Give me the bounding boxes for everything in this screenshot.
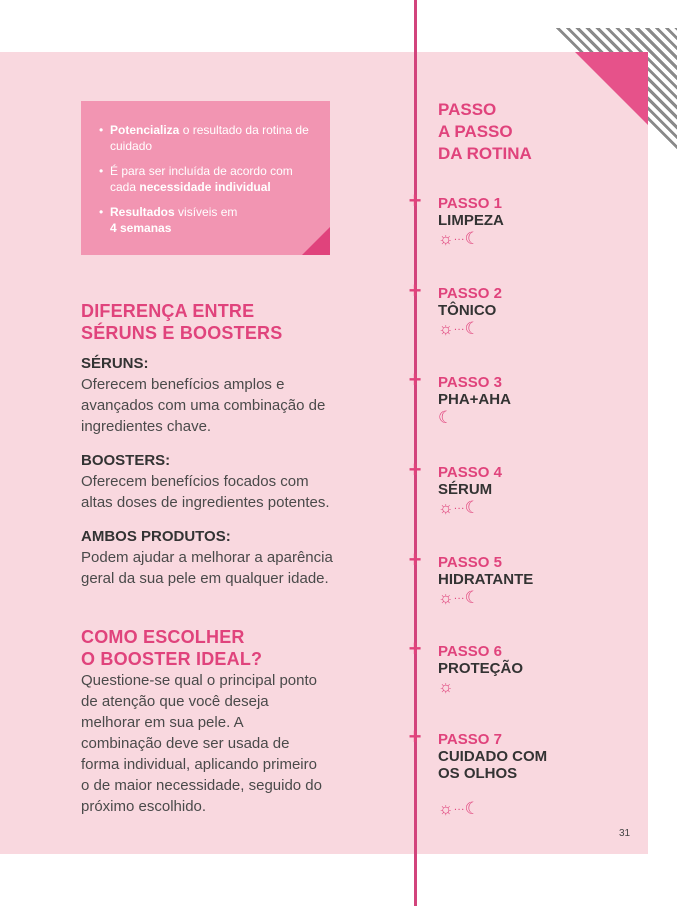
step-name: PHA+AHA (438, 391, 511, 408)
moon-icon: ☾ (464, 229, 480, 248)
info-bullet-1 (99, 122, 309, 154)
bullet-icon: • (99, 123, 104, 137)
step-name: HIDRATANTE (438, 571, 534, 588)
dots-icon: ··· (453, 233, 465, 246)
routine-title-line-1: PASSO (438, 100, 497, 119)
sun-icon: ☼ (438, 319, 454, 338)
moon-icon: ☾ (464, 799, 480, 818)
plus-icon: + (408, 636, 422, 661)
info-box (81, 101, 330, 255)
plus-icon: + (408, 367, 422, 392)
page-number: 31 (619, 828, 631, 839)
routine-title-line-2: A PASSO (438, 122, 513, 141)
step-name: LIMPEZA (438, 212, 504, 229)
sun-icon: ☼ (438, 588, 454, 607)
sun-icon: ☼ (438, 677, 454, 696)
difference-title-line-2: SÉRUNS E BOOSTERS (81, 323, 283, 343)
moon-icon: ☾ (464, 588, 480, 607)
timeline-vertical-line (414, 0, 417, 906)
plus-icon: + (408, 188, 422, 213)
moon-icon: ☾ (438, 408, 454, 427)
step-number: PASSO 4 (438, 464, 502, 481)
both-label: AMBOS PRODUTOS: (81, 528, 231, 545)
choose-text: Questione-se qual o principal ponto de atenção que você deseja melhorar em sua pele. A combinação deve ser usada de forma individual, aplicando primeiro o de maior necessidade, seguido do próximo escolhido. (81, 672, 322, 815)
step-number: PASSO 3 (438, 374, 502, 391)
step-number: PASSO 7 (438, 731, 502, 748)
sun-icon: ☼ (438, 229, 454, 248)
step-number: PASSO 1 (438, 195, 502, 212)
difference-title-line-1: DIFERENÇA ENTRE (81, 301, 255, 321)
both-text: Podem ajudar a melhorar a aparência geral da sua pele em qualquer idade. (81, 549, 333, 587)
step-number: PASSO 6 (438, 643, 502, 660)
step-name: TÔNICO (438, 302, 497, 319)
bullet-text: É para ser incluída de acordo com cada (110, 164, 293, 194)
boosters-text: Oferecem benefícios focados com altas doses de ingredientes potentes. (81, 473, 330, 511)
plus-icon: + (408, 278, 422, 303)
sun-and-moon-icon (438, 799, 480, 819)
serums-label: SÉRUNS: (81, 355, 149, 372)
moon-icon: ☾ (464, 498, 480, 517)
dots-icon: ··· (453, 323, 465, 336)
dots-icon: ··· (453, 502, 465, 515)
bullet-bold: Resultados (110, 205, 175, 219)
routine-title-line-3: DA ROTINA (438, 144, 532, 163)
moon-icon: ☾ (464, 319, 480, 338)
bullet-bold: necessidade individual (139, 180, 271, 194)
plus-icon: + (408, 724, 422, 749)
sun-icon: ☼ (438, 799, 454, 818)
sun-and-moon-icon (438, 588, 480, 608)
bullet-text: visíveis em (174, 205, 238, 219)
bullet-bold: Potencializa (110, 123, 180, 137)
sun-icon: ☼ (438, 498, 454, 517)
plus-icon: + (408, 547, 422, 572)
dots-icon: ··· (453, 803, 465, 816)
bullet-icon: • (99, 164, 104, 178)
step-name: SÉRUM (438, 481, 493, 498)
sun-and-moon-icon (438, 498, 480, 518)
dots-icon: ··· (453, 592, 465, 605)
serums-text: Oferecem benefícios amplos e avançados com uma combinação de ingredientes chave. (81, 376, 326, 435)
bullet-bold: 4 semanas (110, 221, 172, 235)
step-number: PASSO 5 (438, 554, 502, 571)
info-bullet-3 (99, 204, 309, 236)
bullet-text: o resultado da rotina de cuidado (110, 123, 309, 153)
difference-title (81, 300, 282, 344)
sun-and-moon-icon (438, 229, 480, 249)
sun-and-moon-icon (438, 319, 480, 339)
info-bullet-2 (99, 163, 309, 195)
bullet-icon: • (99, 205, 104, 219)
step-name: PROTEÇÃO (438, 660, 524, 677)
step-number: PASSO 2 (438, 285, 502, 302)
step-name: CUIDADO COM OS OLHOS (438, 748, 548, 782)
choose-title (81, 626, 262, 670)
plus-icon: + (408, 457, 422, 482)
choose-title-line-1: COMO ESCOLHER (81, 627, 245, 647)
choose-title-line-2: O BOOSTER IDEAL? (81, 649, 263, 669)
routine-title (438, 99, 568, 165)
boosters-label: BOOSTERS: (81, 452, 171, 469)
